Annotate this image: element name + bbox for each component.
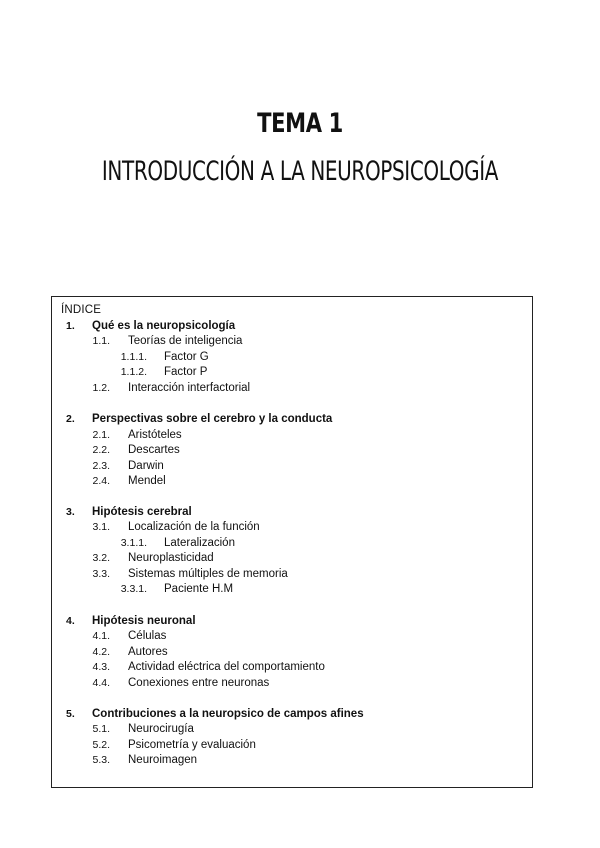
toc-entry-number: 3.3.1. (120, 583, 147, 595)
toc-entry-label: Psicometría y evaluación (128, 739, 256, 751)
toc-entry-label: Neuroimagen (128, 754, 198, 766)
toc-entry-3-3 (52, 567, 532, 582)
toc-entry-number: 5.1. (92, 723, 110, 735)
toc-entry-1-1-1 (52, 350, 532, 365)
page-subtitle: INTRODUCCIÓN A LA NEUROPSICOLOGÍA (101, 156, 499, 187)
toc-entry-number: 4. (66, 615, 75, 627)
toc-entry-number: 5. (66, 708, 75, 720)
page-title: TEMA 1 (257, 108, 343, 139)
toc-entry-4 (52, 614, 532, 629)
toc-entry-number: 1.1. (92, 335, 110, 347)
toc-entry-number: 1.1.1. (120, 351, 147, 363)
toc-entry-number: 4.1. (92, 630, 110, 642)
toc-entry-4-2 (52, 645, 532, 660)
toc-entry-4-1 (52, 629, 532, 644)
toc-entry-1 (52, 319, 532, 334)
toc-entry-number: 3.1.1. (120, 537, 147, 549)
toc-entry-1-1-2 (52, 365, 532, 380)
toc-entry-label: Perspectivas sobre el cerebro y la conducta (92, 413, 333, 425)
toc-entry-label: Autores (128, 646, 168, 658)
toc-entry-label: Neuroplasticidad (128, 552, 214, 564)
toc-entry-label: Lateralización (164, 537, 235, 549)
toc-entry-2-4 (52, 474, 532, 489)
toc-entry-3-1 (52, 520, 532, 535)
toc-entry-1-1 (52, 334, 532, 349)
toc-entry-number: 5.2. (92, 739, 110, 751)
toc-entry-label: Factor P (164, 366, 208, 378)
toc-entry-number: 4.4. (92, 677, 110, 689)
toc-entry-number: 4.2. (92, 646, 110, 658)
toc-entry-5-1 (52, 722, 532, 737)
toc-entry-number: 2. (66, 413, 75, 425)
toc-entry-5 (52, 707, 532, 722)
toc-entry-label: Contribuciones a la neuropsico de campos afines (92, 708, 364, 720)
toc-entry-number: 3.3. (92, 568, 110, 580)
toc-entry-label: Localización de la función (128, 521, 260, 533)
toc-entry-number: 4.3. (92, 661, 110, 673)
toc-entry-3-1-1 (52, 536, 532, 551)
toc-entry-number: 3.2. (92, 552, 110, 564)
table-of-contents (51, 296, 533, 788)
toc-entry-number: 1. (66, 320, 75, 332)
toc-entry-number: 3.1. (92, 521, 110, 533)
toc-entry-label: Conexiones entre neuronas (128, 677, 270, 689)
toc-entry-3-3-1 (52, 582, 532, 597)
toc-entry-number: 5.3. (92, 754, 110, 766)
toc-entry-label: Aristóteles (128, 429, 182, 441)
toc-entry-4-4 (52, 676, 532, 691)
toc-entry-label: Células (128, 630, 167, 642)
toc-entry-label: Interacción interfactorial (128, 382, 251, 394)
toc-entry-3 (52, 505, 532, 520)
toc-entry-label: Mendel (128, 475, 166, 487)
toc-entry-number: 2.1. (92, 429, 110, 441)
toc-entry-5-2 (52, 738, 532, 753)
toc-entry-number: 2.2. (92, 444, 110, 456)
toc-entry-number: 2.4. (92, 475, 110, 487)
toc-entry-2 (52, 412, 532, 427)
toc-entry-number: 1.1.2. (120, 366, 147, 378)
toc-entry-label: Sistemas múltiples de memoria (128, 568, 288, 580)
toc-entry-label: Hipótesis cerebral (92, 506, 192, 518)
toc-heading: ÍNDICE (61, 304, 102, 316)
toc-entry-1-2 (52, 381, 532, 396)
toc-entry-label: Paciente H.M (164, 583, 234, 595)
toc-entry-number: 2.3. (92, 460, 110, 472)
toc-entry-number: 3. (66, 506, 75, 518)
toc-entry-3-2 (52, 551, 532, 566)
toc-entry-label: Factor G (164, 351, 209, 363)
toc-entry-label: Actividad eléctrica del comportamiento (128, 661, 325, 673)
toc-entry-2-3 (52, 459, 532, 474)
toc-entry-number: 1.2. (92, 382, 110, 394)
toc-entry-label: Qué es la neuropsicología (92, 320, 236, 332)
toc-entry-label: Neurocirugía (128, 723, 194, 735)
toc-entry-2-1 (52, 428, 532, 443)
toc-entry-4-3 (52, 660, 532, 675)
toc-entry-label: Descartes (128, 444, 180, 456)
toc-entry-label: Darwin (128, 460, 164, 472)
toc-entry-label: Teorías de inteligencia (128, 335, 243, 347)
toc-entry-2-2 (52, 443, 532, 458)
toc-entry-label: Hipótesis neuronal (92, 615, 196, 627)
toc-entry-5-3 (52, 753, 532, 768)
